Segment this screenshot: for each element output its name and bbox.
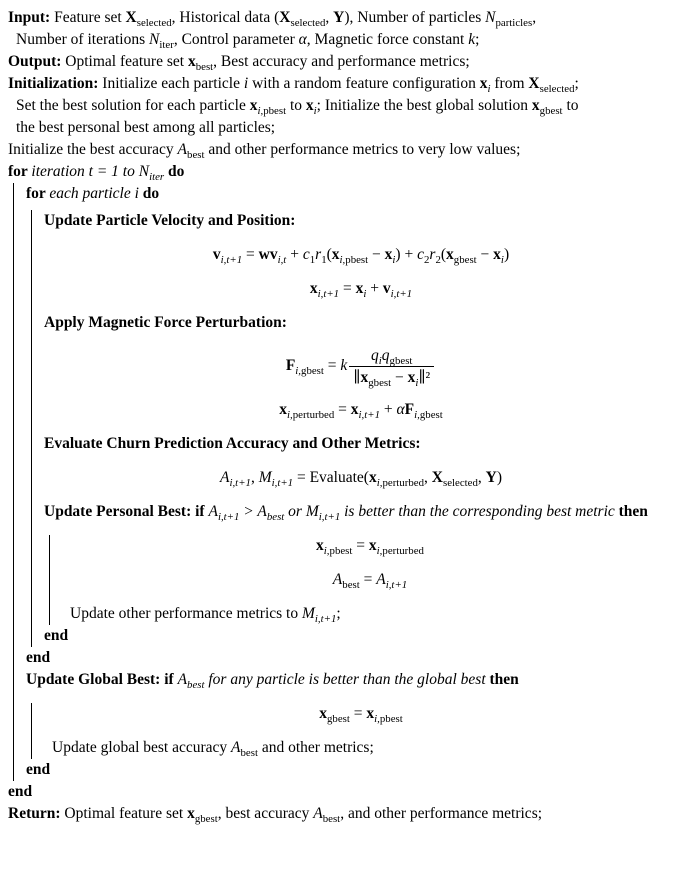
algorithm-line: Update other performance metrics to $M_{i,t+1}$; (70, 605, 341, 626)
formula: $x_{i,perturbed} = x_{i,t+1} + \alpha F_{i,gbest}$ (279, 401, 443, 422)
end-keyword: end (44, 627, 69, 644)
algorithm-line: Set the best solution for each particle $x_{i,pbest}$ to $x_i$; Initialize the best global solution $x_{gbest}$ to (16, 97, 579, 118)
algorithm-line: Number of iterations $N_{iter}$, Control parameter α, Magnetic force constant k; (16, 31, 480, 52)
algorithm-line: Initialization: Initialize each particle i with a random feature configuration $x_i$ from $X_{selected}$; (8, 75, 579, 96)
formula: $x_{i,t+1} = x_i + v_{i,t+1}$ (309, 280, 413, 301)
block-body (31, 703, 678, 759)
block-header: for iteration t = 1 to $N_{iter}$ do (8, 163, 185, 184)
block-body (31, 210, 678, 647)
block-body (13, 183, 678, 781)
formula: $x_{gbest} = x_{i,pbest}$ (319, 705, 403, 726)
algorithm-line: Output: Optimal feature set $x_{best}$, Best accuracy and performance metrics; (8, 53, 470, 74)
fraction: $\frac{q_iq_{gbest}}{\parallel x_{gbest} - x_i\parallel^2}$ (349, 346, 434, 387)
formula: $A_{i,t+1}$, $M_{i,t+1}$ = $Evaluate(x_{i,perturbed}$, $X_{selected}$, Y) (219, 469, 503, 490)
algorithm-listing (8, 7, 678, 825)
algorithm-line: Update Particle Velocity and Position: (44, 212, 296, 229)
block-header: for each particle i do (26, 185, 160, 202)
algorithm-line: Input: Feature set $X_{selected}$, Historical data ($X_{selected}$, Y), Number of particles $N_{particles}$, (8, 9, 537, 30)
formula: $x_{i,pbest} = x_{i,perturbed}$ (316, 537, 424, 558)
formula: $v_{i,t+1} = wv_{i,t} + c_1r_1(x_{i,pbest} - x_i) + c_2r_2(x_{gbest} - x_i)$ (212, 246, 510, 267)
algorithm-line: the best personal best among all particles; (16, 119, 276, 136)
algorithm-line: Initialize the best accuracy $A_{best}$ and other performance metrics to very low values; (8, 141, 521, 162)
algorithm-line: Return: Optimal feature set $x_{gbest}$, best accuracy $A_{best}$, and other performance metrics; (8, 805, 543, 826)
algorithm-line: Apply Magnetic Force Perturbation: (44, 314, 287, 331)
formula: $A_{best} = A_{i,t+1}$ (332, 571, 408, 592)
end-keyword: end (26, 761, 51, 778)
algorithm-line: Update global best accuracy $A_{best}$ and other metrics; (52, 739, 374, 760)
block-body (49, 535, 678, 625)
end-keyword: end (8, 783, 33, 800)
algorithm-line: Evaluate Churn Prediction Accuracy and Other Metrics: (44, 435, 421, 452)
end-keyword: end (26, 649, 51, 666)
formula: $F_{i,gbest} = k$ $\frac{q_iq_{gbest}}{\parallel x_{gbest} - x_i\parallel^2}$ (44, 346, 678, 387)
block-header: Update Global Best: if $A_{best}$ for any particle is better than the global best then (26, 671, 519, 692)
block-header: Update Personal Best: if $A_{i,t+1} > A_{best}$ or $M_{i,t+1}$ is better than the corresponding best metric then (44, 503, 648, 524)
